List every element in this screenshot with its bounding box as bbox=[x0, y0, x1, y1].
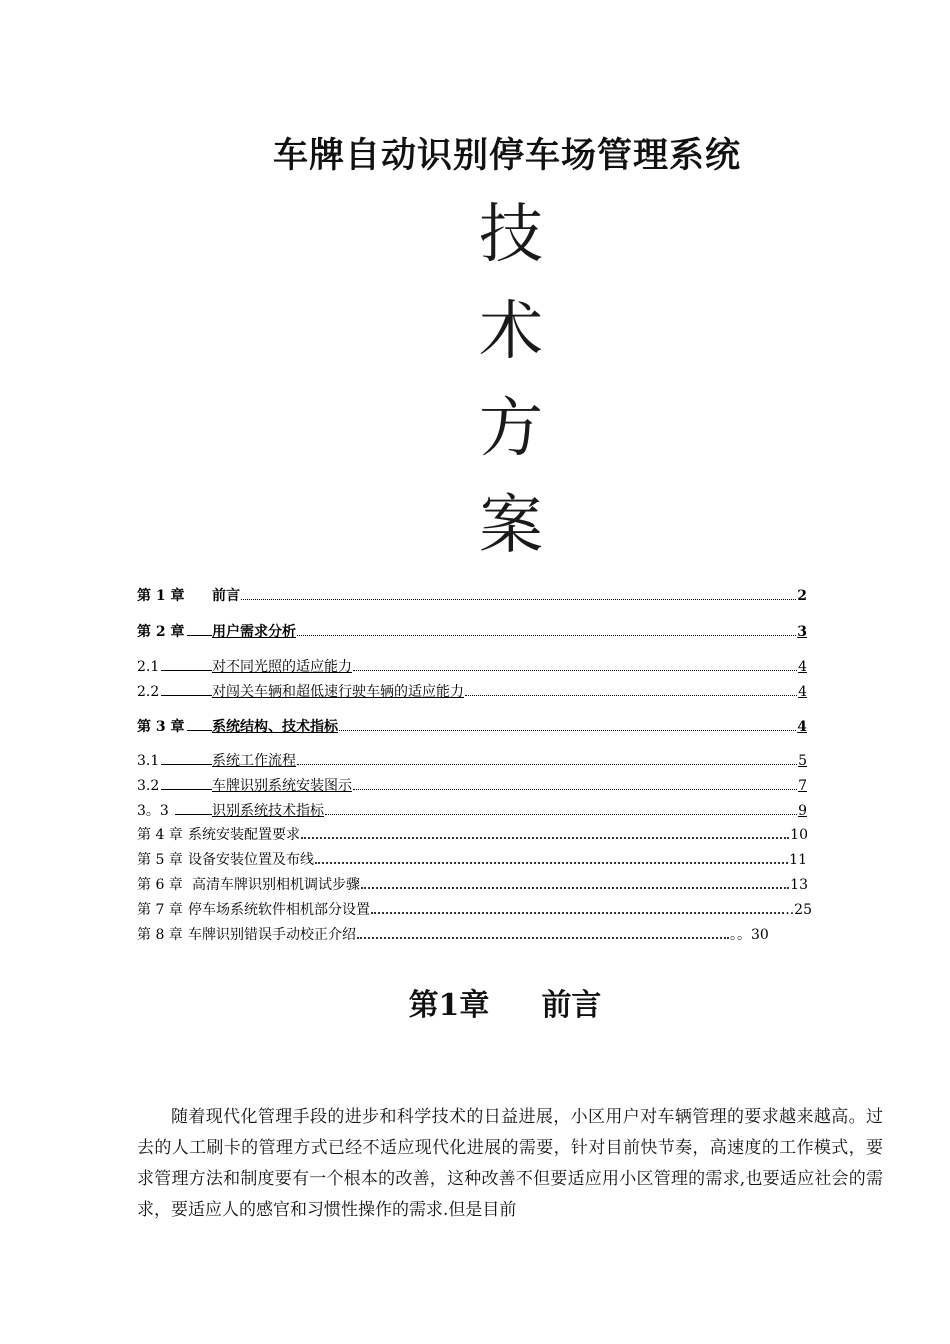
toc-entry[interactable] bbox=[137, 656, 807, 677]
toc-entry-page: 3 bbox=[797, 624, 807, 640]
toc-entry-page: 9 bbox=[798, 803, 807, 819]
toc-entry[interactable] bbox=[137, 775, 807, 796]
toc-entry[interactable] bbox=[137, 825, 808, 845]
toc-leader bbox=[353, 788, 797, 790]
toc-entry[interactable] bbox=[137, 900, 812, 920]
toc-leader bbox=[361, 886, 789, 889]
toc-leader bbox=[315, 861, 788, 864]
subtitle-char-2: 术 bbox=[479, 295, 543, 369]
toc-gap-underline bbox=[187, 716, 212, 731]
toc-entry-number: 3.2 bbox=[137, 778, 160, 794]
toc-entry-title: 对闯关车辆和超低速行驶车辆的适应能力 bbox=[212, 684, 464, 700]
toc-gap-underline bbox=[161, 775, 212, 790]
toc-entry-title: 对不同光照的适应能力 bbox=[212, 659, 352, 675]
toc-leader bbox=[241, 598, 796, 600]
toc-gap-underline bbox=[161, 656, 212, 671]
toc-gap-underline bbox=[187, 621, 212, 636]
toc-entry-title: 车牌识别错误手动校正介绍 bbox=[188, 927, 356, 943]
toc-entry-page: ..25 bbox=[785, 902, 812, 918]
toc-entry[interactable] bbox=[137, 850, 807, 870]
toc-entry-page: 4 bbox=[798, 659, 807, 675]
toc-entry-number: 第 6 章 bbox=[137, 877, 183, 893]
toc-entry-page: 5 bbox=[798, 753, 807, 769]
toc-entry-page: 10 bbox=[790, 827, 808, 843]
toc-entry-number: 第 1 章 bbox=[137, 588, 185, 604]
toc-entry-page: 11 bbox=[789, 852, 807, 868]
body-paragraph: 随着现代化管理手段的进步和科学技术的日益进展，小区用户对车辆管理的要求越来越高。过去的人工刷卡的管理方式已经不适应现代化进展的需要，针对目前快节奏，高速度的工作模式，要求管理方法和制度要有一个根本的改善，这种改善不但要适应用小区管理的需求,也要适应社会的需求，要适应人的感官和习惯性操作的需求.但是目前 bbox=[137, 1107, 883, 1220]
toc-entry-title: 车牌识别系统安装图示 bbox=[212, 778, 352, 794]
toc-leader bbox=[371, 911, 784, 914]
chapter-heading bbox=[0, 980, 950, 1024]
toc-entry[interactable] bbox=[137, 925, 837, 945]
toc-entry[interactable] bbox=[137, 875, 808, 895]
subtitle-char-1: 技 bbox=[479, 198, 543, 272]
toc-entry-number: 3。3 bbox=[137, 803, 169, 819]
toc-entry[interactable] bbox=[137, 681, 807, 702]
toc-entry-title: 高清车牌识别相机调试步骤 bbox=[192, 877, 360, 893]
toc-entry-number: 3.1 bbox=[137, 753, 160, 769]
toc-entry-title: 系统工作流程 bbox=[212, 753, 296, 769]
toc-entry-number: 第 5 章 bbox=[137, 852, 183, 868]
toc-entry-title: 用户需求分析 bbox=[212, 624, 296, 640]
toc-entry-title: 前言 bbox=[212, 588, 240, 604]
chapter-number: 第1章 bbox=[408, 988, 490, 1023]
toc-entry-number: 第 4 章 bbox=[137, 827, 183, 843]
toc-leader bbox=[297, 634, 796, 636]
toc-entry[interactable] bbox=[137, 586, 807, 606]
toc-entry-page: 2 bbox=[797, 588, 807, 604]
chapter-title: 前言 bbox=[541, 988, 602, 1023]
toc-entry-title: 系统安装配置要求 bbox=[188, 827, 300, 843]
toc-leader bbox=[301, 836, 789, 839]
toc-entry-title: 设备安装位置及布线 bbox=[188, 852, 314, 868]
toc-leader bbox=[325, 813, 797, 815]
toc-gap-underline bbox=[161, 750, 212, 765]
toc-entry-title: 识别系统技术指标 bbox=[212, 803, 324, 819]
toc-entry-page: 4 bbox=[798, 684, 807, 700]
toc-entry-title: 系统结构、技术指标 bbox=[212, 719, 338, 735]
toc-entry-page: 4 bbox=[797, 719, 807, 735]
toc-entry[interactable] bbox=[137, 750, 807, 771]
toc-leader bbox=[357, 936, 729, 939]
subtitle-char-3: 方 bbox=[479, 392, 543, 466]
toc-entry[interactable] bbox=[137, 800, 807, 821]
toc-entry-page: 7 bbox=[798, 778, 807, 794]
toc-leader bbox=[353, 669, 797, 671]
toc-entry-number: 第 3 章 bbox=[137, 719, 185, 735]
toc-entry-page: 。。30 bbox=[730, 927, 769, 943]
toc-entry-number: 2.2 bbox=[137, 684, 160, 700]
toc-entry[interactable] bbox=[137, 621, 807, 642]
toc-gap-underline bbox=[161, 681, 212, 696]
document-title: 车牌自动识别停车场管理系统 bbox=[272, 136, 741, 176]
toc-entry[interactable] bbox=[137, 716, 807, 737]
toc-entry-number: 第 2 章 bbox=[137, 624, 185, 640]
toc-entry-page: 13 bbox=[790, 877, 808, 893]
subtitle-char-4: 案 bbox=[479, 489, 543, 563]
toc-entry-number: 第 7 章 bbox=[137, 902, 183, 918]
toc-gap-underline bbox=[175, 800, 212, 815]
toc-entry-number: 2.1 bbox=[137, 659, 160, 675]
toc-leader bbox=[465, 694, 797, 696]
toc-entry-title: 停车场系统软件相机部分设置 bbox=[188, 902, 370, 918]
toc-entry-number: 第 8 章 bbox=[137, 927, 183, 943]
toc-leader bbox=[339, 729, 796, 731]
toc-leader bbox=[297, 763, 797, 765]
